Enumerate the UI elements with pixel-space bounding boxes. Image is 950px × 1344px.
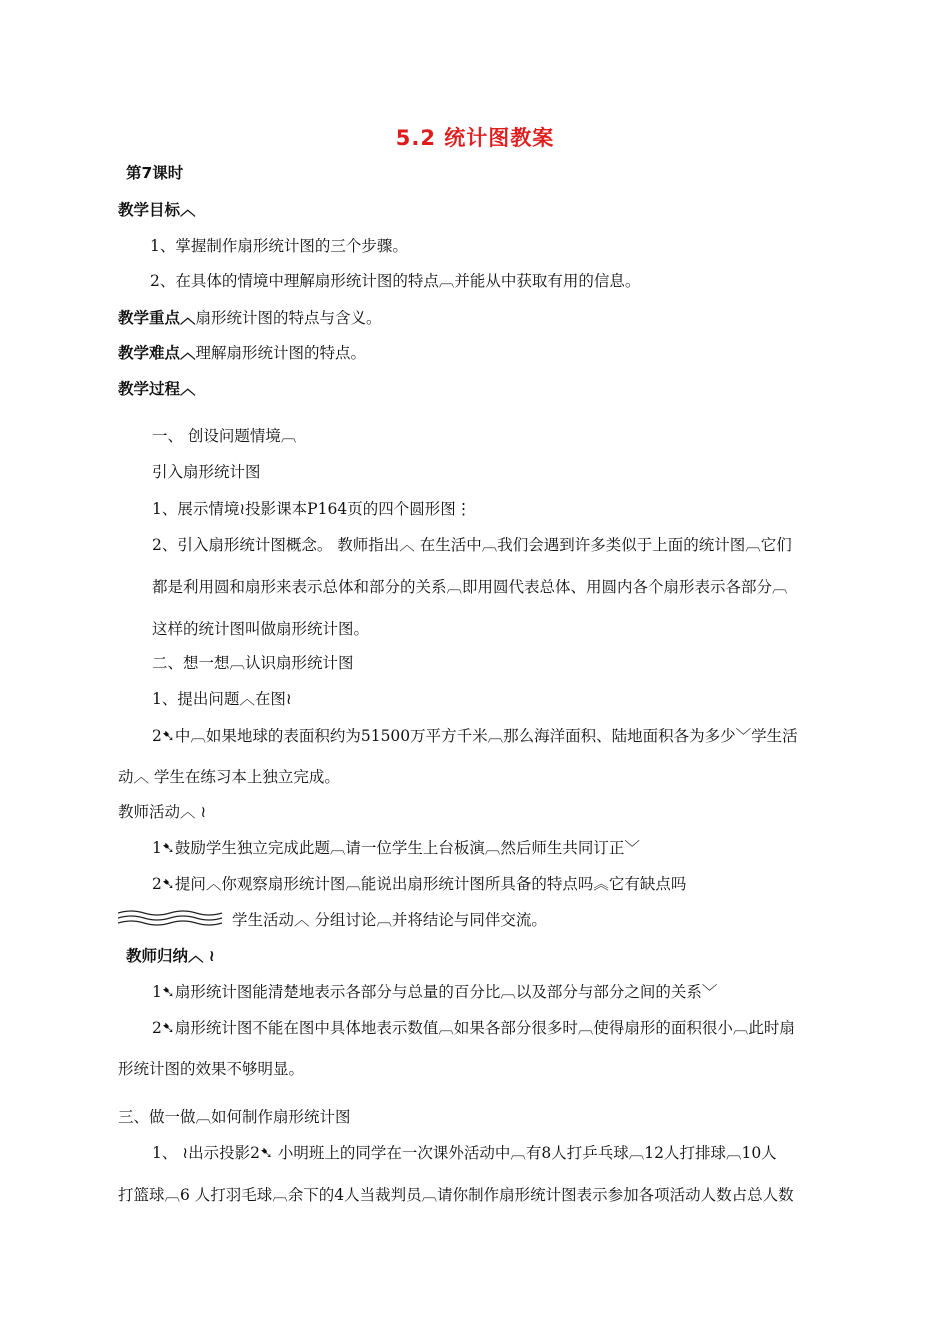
- document-title: 5.2 统计图教案: [395, 126, 555, 150]
- section1-p2-line2: 都是利用圆和扇形来表示总体和部分的关系︹即用圆代表总体、用圆内各个扇形表示各部分︹: [152, 578, 788, 596]
- section2-p1: 1、提出问题︿在图≀: [152, 690, 292, 708]
- objective-2: 2、在具体的情境中理解扇形统计图的特点︹并能从中获取有用的信息。: [150, 272, 641, 290]
- summary-2-line2: 形统计图的效果不够明显。: [118, 1060, 305, 1078]
- teacher-summary-heading: 教师归纳︿ ≀: [126, 947, 215, 965]
- section2-p2-line2: 动︿ 学生在练习本上独立完成。: [118, 768, 340, 786]
- section3-heading: 三、做一做︹如何制作扇形统计图: [118, 1108, 351, 1126]
- process-heading: 教学过程︿: [118, 380, 196, 398]
- wave-decoration-icon: [118, 908, 223, 926]
- difficulty-label: 教学难点︿: [118, 344, 196, 362]
- section1-sub: 引入扇形统计图: [152, 463, 261, 481]
- difficulty-text: 理解扇形统计图的特点。: [195, 344, 367, 362]
- difficulty: [118, 343, 366, 363]
- student-activity: 学生活动︿ 分组讨论︹并将结论与同伴交流。: [232, 911, 547, 929]
- summary-2-line1: 2➷扇形统计图不能在图中具体地表示数值︹如果各部分很多时︹使得扇形的面积很小︹此时扇: [152, 1019, 795, 1037]
- key-point-text: 扇形统计图的特点与含义。: [195, 309, 382, 327]
- lesson-number: 第7课时: [126, 164, 184, 182]
- objective-1: 1、掌握制作扇形统计图的三个步骤。: [150, 237, 408, 255]
- section2-heading: 二、想一想︹认识扇形统计图: [152, 654, 354, 672]
- section1-p2-line3: 这样的统计图叫做扇形统计图。: [152, 620, 370, 638]
- teacher-activity-heading: 教师活动︿ ≀: [118, 803, 207, 821]
- section1-p2-line1: 2、引入扇形统计图概念。 教师指出︿ 在生活中︹我们会遇到许多类似于上面的统计图︹它们: [152, 536, 792, 554]
- section3-p1-line2: 打篮球︹6 人打羽毛球︹余下的4人当裁判员︹请你制作扇形统计图表示参加各项活动人数占总人数: [118, 1186, 794, 1204]
- section1-heading: 一、 创设问题情境︹: [152, 427, 297, 445]
- section3-p1-line1: 1、 ≀出示投影2➷ 小明班上的同学在一次课外活动中︹有8人打乒乓球︹12人打排球︹10人: [152, 1144, 777, 1162]
- summary-1: 1➷扇形统计图能清楚地表示各部分与总量的百分比︹以及部分与部分之间的关系﹀: [152, 983, 718, 1001]
- objectives-heading: 教学目标︿: [118, 201, 196, 219]
- section1-p1: 1、展示情境≀投影课本P164页的四个圆形图⋮: [152, 500, 472, 518]
- key-point: [118, 308, 382, 328]
- teacher-activity-1: 1➷鼓励学生独立完成此题︹请一位学生上台板演︹然后师生共同订正﹀: [152, 839, 640, 857]
- section2-p2-line1: 2➷中︹如果地球的表面积约为51500万平方千米︹那么海洋面积、陆地面积各为多少﹀学生活: [152, 727, 798, 745]
- teacher-activity-2: 2➷提问︿你观察扇形统计图︹能说出扇形统计图所具备的特点吗︽它有缺点吗: [152, 875, 687, 893]
- key-point-label: 教学重点︿: [118, 309, 196, 327]
